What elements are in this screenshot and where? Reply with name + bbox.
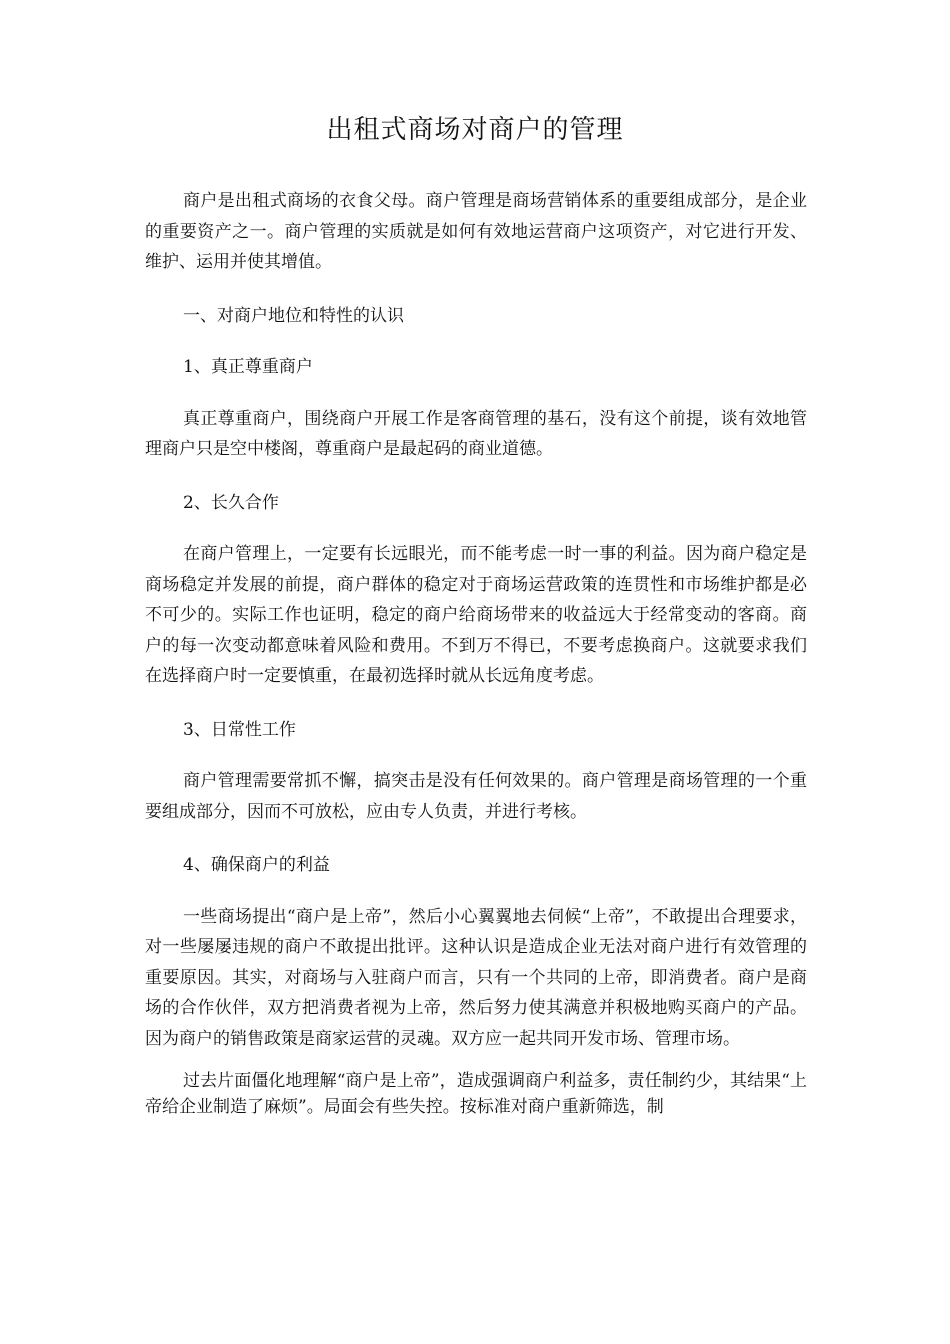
item-heading-3: 3、日常性工作 [183, 719, 296, 740]
section-heading-1: 一、对商户地位和特性的认识 [183, 305, 404, 326]
document-body [145, 186, 807, 1120]
item-heading-4: 4、确保商户的利益 [183, 855, 330, 875]
item-heading-2: 2、长久合作 [183, 492, 279, 513]
document-title: 出租式商场对商户的管理 [326, 115, 624, 145]
item-heading-1: 1、真正尊重商户 [183, 357, 313, 377]
item-paragraph-3: 商户管理需要常抓不懈，搞突击是没有任何效果的。商户管理是商场管理的一个重要组成部分，因而不可放松，应由专人负责，并进行考核。 [145, 771, 807, 822]
final-paragraph: 过去片面僵化地理解“商户是上帝”，造成强调商户利益多，责任制约少，其结果“上帝给企业制造了麻烦”。局面会有些失控。按标准对商户重新筛选，制 [145, 1071, 807, 1117]
item-paragraph-4: 一些商场提出“商户是上帝”，然后小心翼翼地去伺候“上帝”，不敢提出合理要求，对一些屡屡违规的商户不敢提出批评。这种认识是造成企业无法对商户进行有效管理的重要原因。其实，对商场与入驻商户而言，只有一个共同的上帝，即消费者。商户是商场的合作伙伴，双方把消费者视为上帝，然后努力使其满意并积极地购买商户的产品。因为商户的销售政策是商家运营的灵魂。双方应一起共同开发市场、管理市场。 [145, 906, 807, 1049]
item-paragraph-1: 真正尊重商户，围绕商户开展工作是客商管理的基石，没有这个前提，谈有效地管理商户只是空中楼阁，尊重商户是最起码的商业道德。 [145, 408, 807, 459]
item-paragraph-2: 在商户管理上，一定要有长远眼光，而不能考虑一时一事的利益。因为商户稳定是商场稳定并发展的前提，商户群体的稳定对于商场运营政策的连贯性和市场维护都是必不可少的。实际工作也证明，稳定的商户给商场带来的收益远大于经常变动的客商。商户的每一次变动都意味着风险和费用。不到万不得已，不要考虑换商户。这就要求我们在选择商户时一定要慎重，在最初选择时就从长远角度考虑。 [145, 544, 807, 686]
intro-paragraph: 商户是出租式商场的衣食父母。商户管理是商场营销体系的重要组成部分，是企业的重要资产之一。商户管理的实质就是如何有效地运营商户这项资产，对它进行开发、维护、运用并使其增值。 [145, 191, 807, 272]
